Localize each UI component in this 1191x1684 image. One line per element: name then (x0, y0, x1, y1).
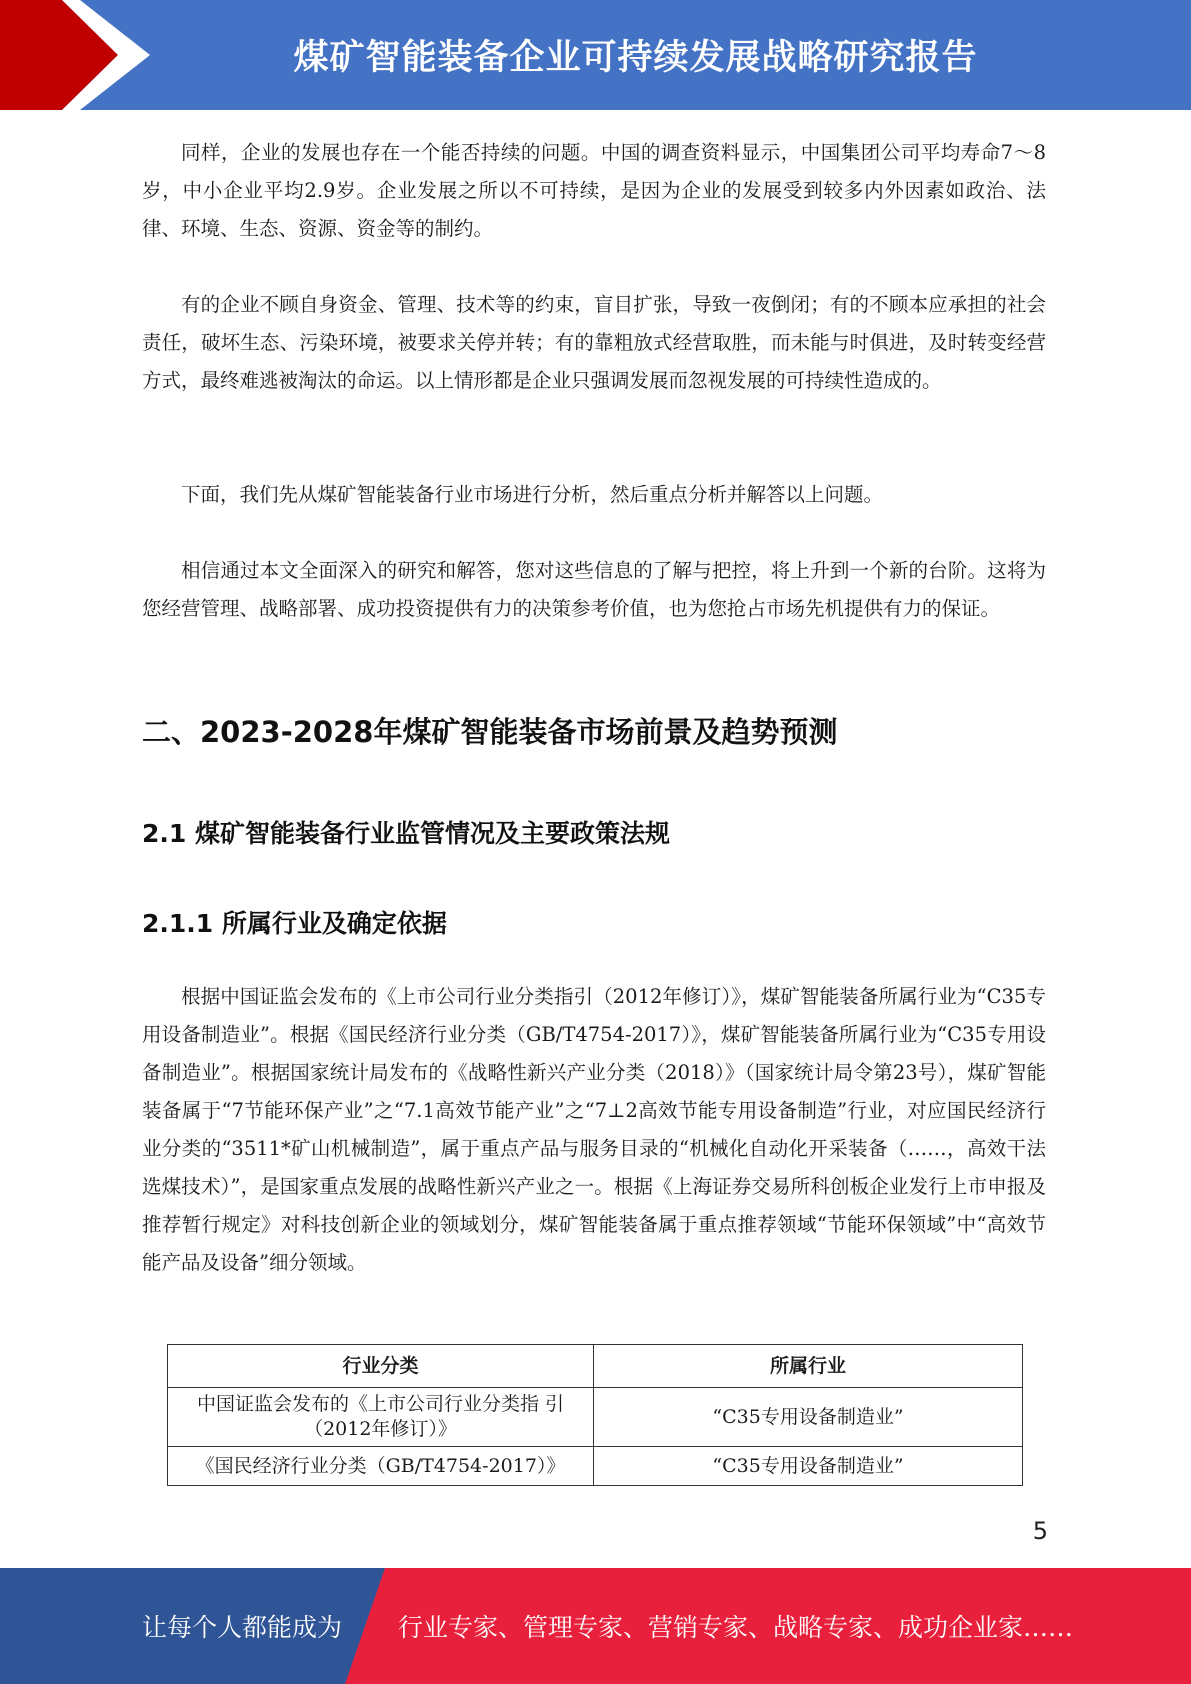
table-cell: 中国证监会发布的《上市公司行业分类指 引（2012年修订）》 (168, 1388, 594, 1447)
intro-paragraph-4 (142, 552, 1046, 628)
paragraph-text: 同样，企业的发展也存在一个能否持续的问题。中国的调查资料显示，中国集团公司平均寿命7～8岁，中小企业平均2.9岁。企业发展之所以不可持续，是因为企业的发展受到较多内外因素如政治、法律、环境、生态、资源、资金等的制约。 (142, 141, 1046, 240)
section-heading-block (142, 710, 1046, 751)
body-paragraph (142, 978, 1046, 1282)
subsubsection-heading-block (142, 904, 1046, 940)
table-header-cell: 所属行业 (594, 1345, 1023, 1388)
table-header-row (168, 1345, 1023, 1388)
paragraph-text: 根据中国证监会发布的《上市公司行业分类指引（2012年修订）》，煤矿智能装备所属行业为“C35专用设备制造业”。根据《国民经济行业分类（GB/T4754-2017）》，煤矿智能装备所属行业为“C35专用设备制造业”。根据国家统计局发布的《战略性新兴产业分类（2018）》（国家统计局令第23号），煤矿智能装备属于“7节能环保产业”之“7.1高效节能产业”之“7⊥2高效节能专用设备制造”行业，对应国民经济行业分类的“3511*矿山机械制造”，属于重点产品与服务目录的“机械化自动化开采装备（……，高效干法选煤技术）”，是国家重点发展的战略性新兴产业之一。根据《上海证券交易所科创板企业发行上市申报及推荐暂行规定》对科技创新企业的领域划分，煤矿智能装备属于重点推荐领域“节能环保领域”中“高效节能产品及设备”细分领域。 (142, 985, 1046, 1274)
subsection-heading-block (142, 814, 1046, 850)
subsection-heading: 2.1 煤矿智能装备行业监管情况及主要政策法规 (142, 819, 670, 848)
page-number: 5 (1032, 1517, 1048, 1545)
footer-slogan-right: 行业专家、管理专家、营销专家、战略专家、成功企业家…… (398, 1613, 1074, 1642)
section-heading: 二、2023-2028年煤矿智能装备市场前景及趋势预测 (142, 715, 838, 749)
industry-classification-table (167, 1344, 1023, 1486)
subsubsection-heading: 2.1.1 所属行业及确定依据 (142, 909, 447, 938)
page-footer (0, 1568, 1191, 1684)
intro-paragraph-2 (142, 286, 1046, 400)
page-header (0, 0, 1191, 110)
table-cell: “C35专用设备制造业” (594, 1388, 1023, 1447)
table-row (168, 1388, 1023, 1447)
paragraph-text: 相信通过本文全面深入的研究和解答，您对这些信息的了解与把控，将上升到一个新的台阶。这将为您经营管理、战略部署、成功投资提供有力的决策参考价值，也为您抢占市场先机提供有力的保证。 (142, 559, 1046, 620)
intro-paragraph-1 (142, 134, 1046, 248)
intro-paragraph-3 (142, 476, 1046, 514)
table-cell: 《国民经济行业分类（GB/T4754-2017）》 (168, 1447, 594, 1486)
paragraph-text: 有的企业不顾自身资金、管理、技术等的约束，盲目扩张，导致一夜倒闭；有的不顾本应承担的社会责任，破坏生态、污染环境，被要求关停并转；有的靠粗放式经营取胜，而未能与时俱进，及时转变经营方式，最终难逃被淘汰的命运。以上情形都是企业只强调发展而忽视发展的可持续性造成的。 (142, 293, 1046, 392)
header-arrow-decoration (0, 0, 160, 110)
report-title: 煤矿智能装备企业可持续发展战略研究报告 (293, 38, 978, 78)
paragraph-text: 下面，我们先从煤矿智能装备行业市场进行分析，然后重点分析并解答以上问题。 (181, 483, 884, 506)
footer-slogan-left: 让每个人都能成为 (142, 1613, 343, 1642)
table-cell: “C35专用设备制造业” (594, 1447, 1023, 1486)
table-row (168, 1447, 1023, 1486)
table-header-cell: 行业分类 (168, 1345, 594, 1388)
